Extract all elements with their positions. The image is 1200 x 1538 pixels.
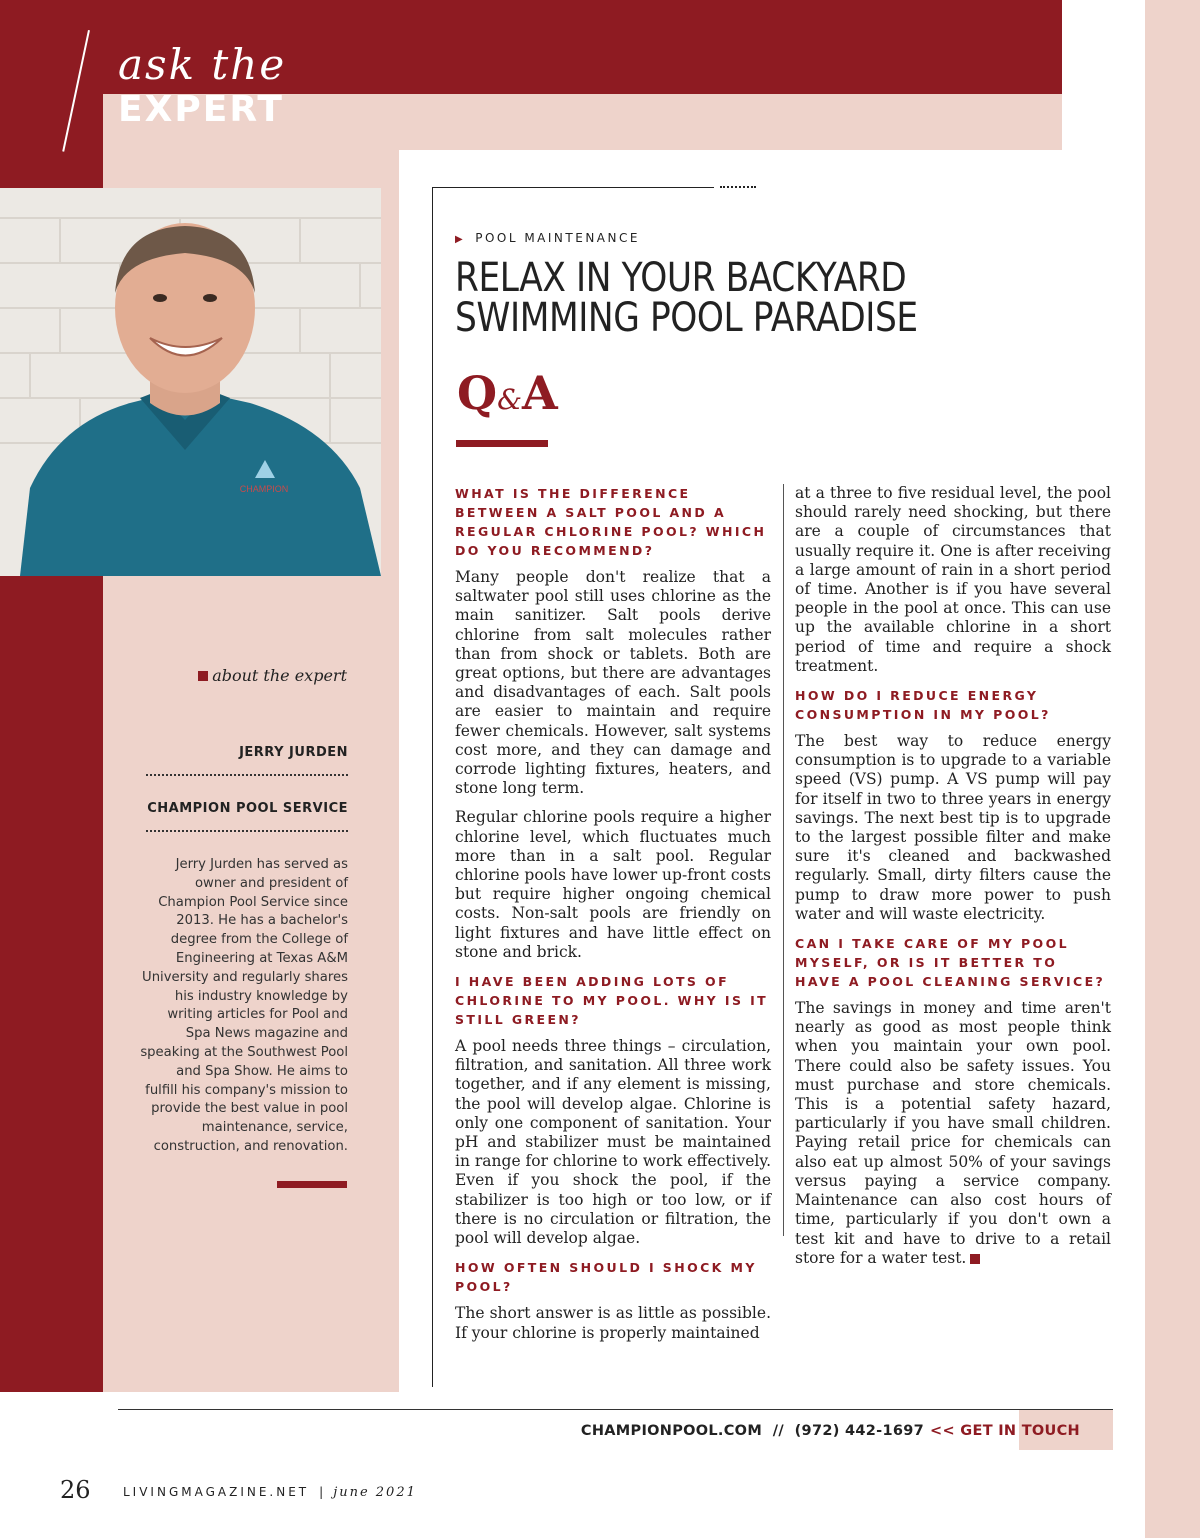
question-heading [795,686,1111,724]
section-kicker-script: ask the [118,40,287,89]
footer-contact-text: CHAMPIONPOOL.COM // (972) 442-1697 [580,1423,925,1439]
magazine-url[interactable]: LIVINGMAGAZINE.NET [123,1485,310,1499]
about-the-expert-label [150,666,347,685]
triangle-bullet-icon: ▶ [455,234,466,245]
question-text: I HAVE BEEN ADDING LOTS OF CHLORINE TO MY POOL. WHY IS IT STILL GREEN? [455,974,769,1028]
answer-paragraph [455,1304,771,1342]
section-tag-text: POOL MAINTENANCE [475,231,640,245]
expert-name: JERRY JURDEN [239,745,348,760]
answer-paragraph [795,999,1111,1268]
question-text: HOW DO I REDUCE ENERGY CONSUMPTION IN MY POOL? [795,688,1051,723]
footer-rule [118,1409,1113,1410]
about-label-text: about the expert [212,666,347,685]
expert-bio: Jerry Jurden has served as owner and president of Champion Pool Service since 2013. He has a bachelor's degree from the College of Engineering at Texas A&M University and regularly shares his industry knowledge by writing articles for Pool and Spa News magazine and speaking at the Southwest Pool and Spa Show. He aims to fulfill his company's mission to provide the best value in pool maintenance, service, construction, and renovation. [140,857,348,1154]
expert-portrait-photo [0,188,381,576]
column-divider [783,484,784,1236]
qa-a: A [522,366,558,420]
article-headline [455,255,918,341]
answer-text: The short answer is as little as possible. If your chlorine is properly maintained [455,1304,771,1342]
expert-company: CHAMPION POOL SERVICE [147,801,348,816]
headline-line-1: RELAX IN YOUR BACKYARD [455,255,907,301]
headline-line-2: SWIMMING POOL PARADISE [455,295,918,341]
answer-paragraph [455,808,771,962]
article-column-2 [795,484,1111,1278]
section-tag [455,231,640,245]
footer-separator: | [319,1485,324,1499]
qa-underline-bar [456,440,548,447]
question-heading [455,972,771,1029]
page-number: 26 [60,1476,91,1504]
answer-paragraph [455,568,771,798]
question-text: CAN I TAKE CARE OF MY POOL MYSELF, OR IS IT BETTER TO HAVE A POOL CLEANING SERVICE? [795,936,1106,990]
answer-paragraph [795,484,1111,676]
left-red-block [0,576,103,1392]
answer-paragraph [795,732,1111,924]
answer-text: Regular chlorine pools require a higher chlorine level, which fluctuates much more than in a salt pool. Regular chlorine pools have lower up-front costs but require higher ongoing chemical costs. Non-salt pools are friendly on light fixtures and have little effect on stone and brick. [455,808,771,961]
about-bullet-square [198,671,208,681]
section-kicker-bold: EXPERT [118,89,284,130]
article-top-dots [720,186,756,188]
left-red-block-top [0,94,103,188]
sidebar-dotted-divider-1 [146,774,348,776]
article-top-rule [432,187,714,188]
article-column-1 [455,484,771,1353]
sidebar-dotted-divider-2 [146,830,348,832]
answer-text: A pool needs three things – circulation, filtration, and sanitation. All three work together, and if any element is missing, the pool will develop algae. Chlorine is only one component of sanitation. Your pH and stabilizer must be maintained in range for chlorine to work effectively. Even if you shock the pool, if the stabilizer is too high or too low, or if there is no circulation or filtration, the pool will develop algae. [455,1037,771,1248]
issue-date: june 2021 [333,1485,417,1500]
get-in-touch-link[interactable]: << GET IN TOUCH [930,1423,1080,1439]
question-heading [795,934,1111,991]
answer-text: at a three to five residual level, the pool should rarely need shocking, but there are a couple of circumstances that usually require it. One is after receiving a large amount of rain in a short period of time. Another is if you have several people in the pool at once. This can use up the available chlorine in a short period of time and require a shock treatment. [795,484,1111,675]
qa-ampersand: & [497,383,523,416]
footer-magazine [123,1485,417,1500]
answer-text: Many people don't realize that a saltwater pool still uses chlorine as the main sanitizer. Salt pools derive chlorine from salt molecules rather than from shock or tablets. Both are great options, but there are advantages and disadvantages of each. Salt pools are easier to maintain and require fewer chemicals. However, salt systems cost more, and they can damage and corrode lighting fixtures, heaters, and stone long term. [455,568,771,798]
right-blush-strip [1145,0,1200,1538]
end-mark-square [970,1254,980,1264]
footer-contact [560,1423,1080,1439]
shirt-logo-text: CHAMPION [239,484,289,494]
bio-end-bar [277,1181,347,1188]
question-text: WHAT IS THE DIFFERENCE BETWEEN A SALT POOL AND A REGULAR CHLORINE POOL? WHICH DO YOU RECOMMEND? [455,486,767,558]
question-text: HOW OFTEN SHOULD I SHOCK MY POOL? [455,1260,757,1295]
qa-q: Q [457,366,498,420]
answer-text: The best way to reduce energy consumption is to upgrade to a variable speed (VS) pump. A VS pump will pay for itself in two to three years in energy savings. The next best tip is to upgrade to the largest possible filter and make sure it's cleaned and backwashed regularly. Small, dirty filters cause the pump to draw more power to push water and will waste electricity. [795,732,1111,923]
answer-paragraph [455,1037,771,1248]
answer-text: The savings in money and time aren't nearly as good as most people think when you maintain your own pool. There could also be safety issues. You must purchase and store chemicals. This is a potential safety hazard, particularly if you have small children. Paying retail price for chemicals can also eat up almost 50% of your savings versus paying a service company. Maintenance can also cost hours of time, particularly if you don't own a test kit and have to drive to a retail store for a water test. [795,999,1111,1267]
article-left-rule [432,187,433,1387]
question-heading [455,1258,771,1296]
qa-logo [457,366,558,420]
question-heading [455,484,771,560]
